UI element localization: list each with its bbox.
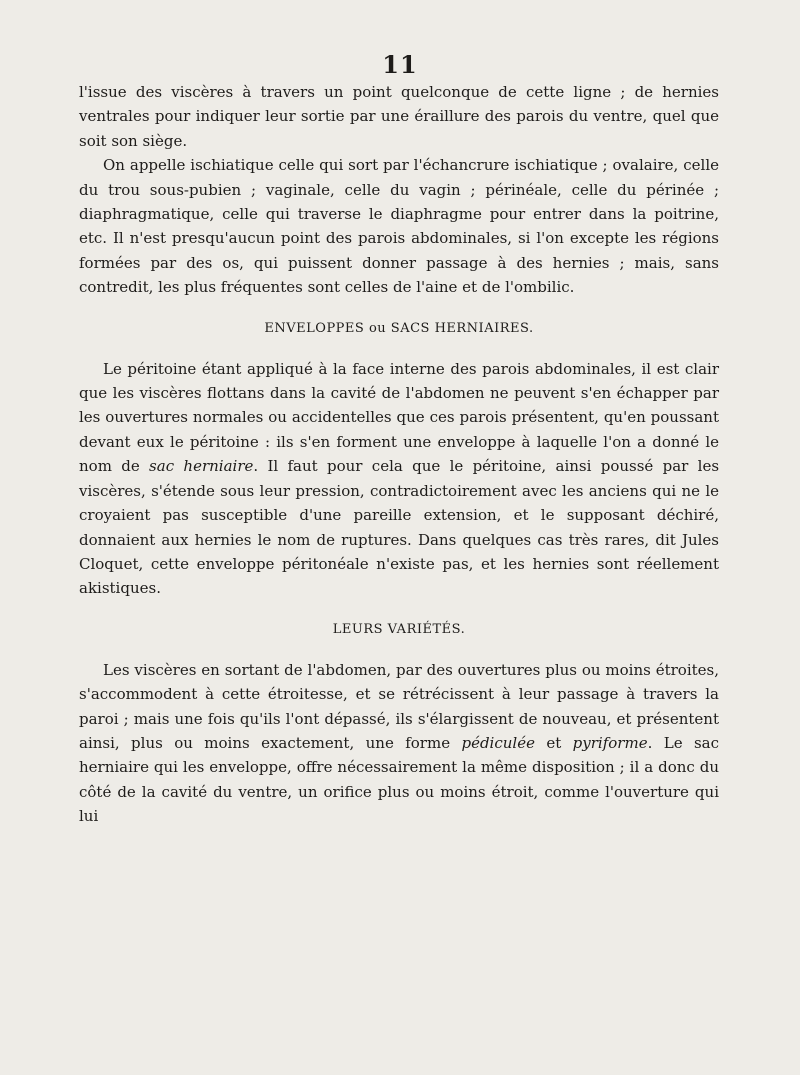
paragraph-viscera-shape [79, 658, 719, 829]
paragraph-text: Le péritoine étant appliqué à la face interne des parois abdominales, il est clair que les viscères flottans dans la cavité de l'abdomen ne peuvent s'en échapper par les ouvertures normales ou accidentelles que ces parois présentent, qu'en poussant devant eux le péritoine : ils s'en forment une enveloppe à laquelle l'on a donné le nom de [79, 359, 719, 476]
term-pyriforme: pyriforme [572, 733, 648, 752]
paragraph-text: . Le sac herniaire qui les enveloppe, offre nécessairement la même disposition ; il a donc du côté de la cavité du ventre, un orifice plus ou moins étroit, comme l'ouverture qui lui [79, 733, 720, 826]
page-number: 11 [382, 50, 418, 79]
paragraph-continuation: l'issue des viscères à travers un point quelconque de cette ligne ; de hernies ventrales pour indiquer leur sortie par une éraillure des parois du ventre, quel que soit son siège. [79, 83, 719, 150]
page-text [79, 80, 719, 829]
paragraph-text: et [534, 733, 573, 752]
paragraph-text: . Il faut pour cela que le péritoine, ainsi poussé par les viscères, s'étende sous leur pression, contradictoirement avec les anciens qui ne le croyaient pas susceptible d'une pareille extension, et le supposant déchiré, donnaient aux hernies le nom de ruptures. Dans quelques cas très rares, dit Jules Cloquet, cette enveloppe péritonéale n'existe pas, et les hernies sont réellement akistiques. [79, 457, 720, 598]
paragraph-text: Les viscères en sortant de l'abdomen, par des ouvertures plus ou moins étroites, s'accommodent à cette étroitesse, et se rétrécissent à leur passage à travers la paroi ; mais une fois qu'ils l'ont dépassé, ils s'élargissent de nouveau, et présentent ainsi, plus ou moins exactement, une forme [79, 660, 719, 752]
section-heading-sacs: ENVELOPPES ou SACS HERNIAIRES. [264, 320, 534, 336]
term-pediculee: pédiculée [461, 733, 535, 752]
section-heading-varietes: LEURS VARIÉTÉS. [332, 621, 466, 637]
term-sac-herniaire: sac herniaire [149, 457, 254, 476]
paragraph-hernia-types: On appelle ischiatique celle qui sort par l'échancrure ischiatique ; ovalaire, celle du trou sous-pubien ; vaginale, celle du vagin ; périnéale, celle du périnée ; diaphragmatique, celle qui traverse le diaphragme pour entrer dans la poitrine, etc. Il n'est presqu'aucun point des parois abdominales, si l'on excepte les régions formées par des os, qui puissent donner passage à des hernies ; mais, sans contredit, les plus fréquentes sont celles de l'aine et de l'ombilic. [79, 156, 719, 297]
paragraph-peritoneum [79, 357, 719, 601]
